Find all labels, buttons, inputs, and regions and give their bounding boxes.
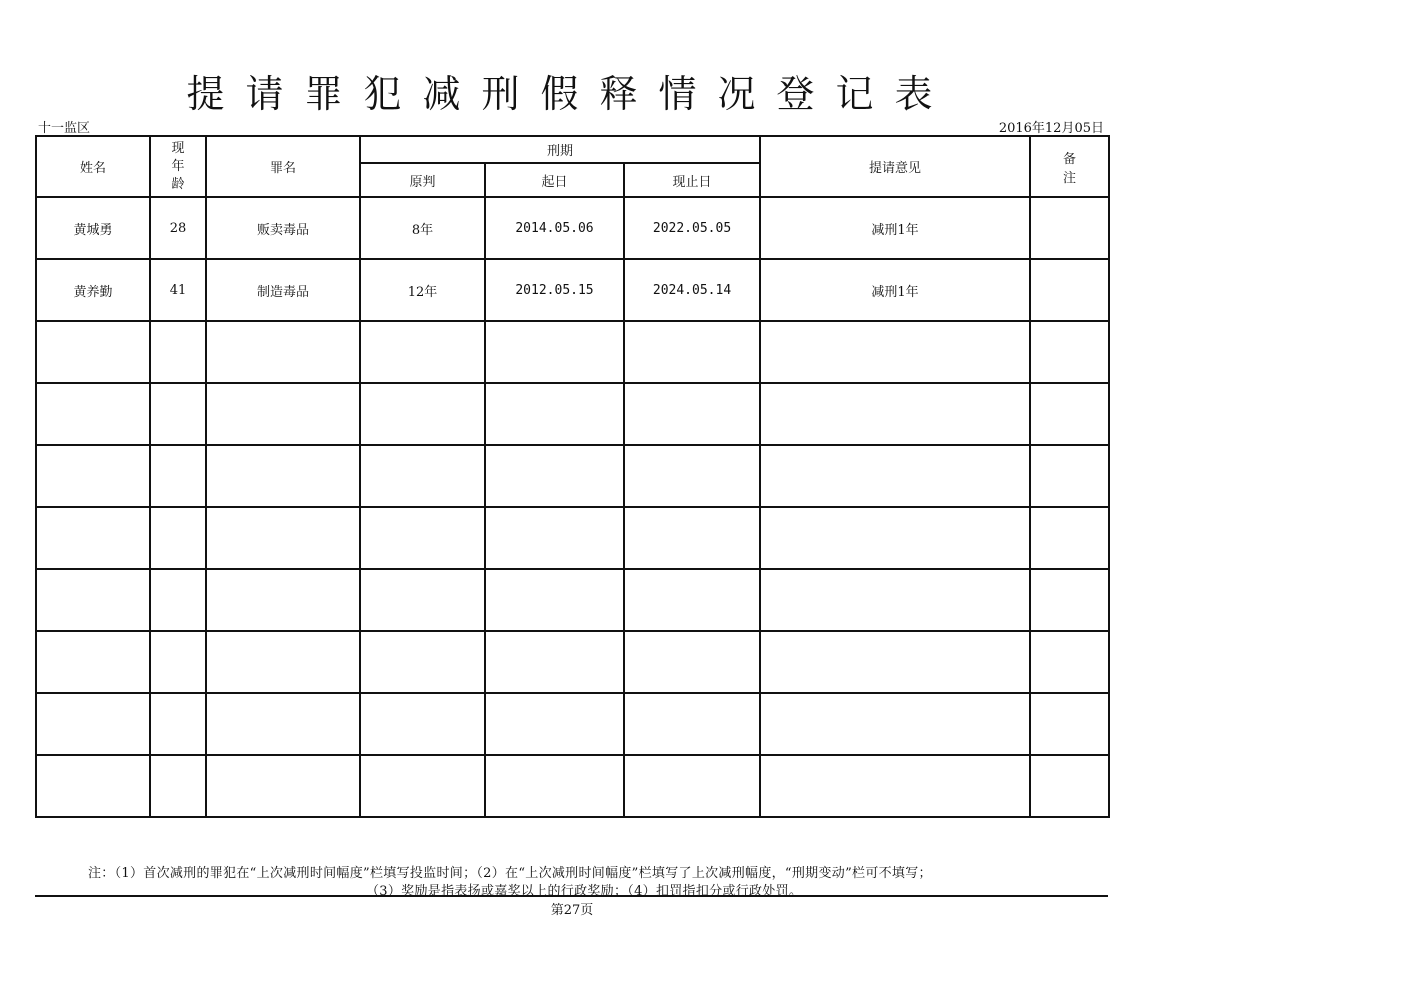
cell-crime bbox=[206, 569, 360, 631]
cell-remark bbox=[1030, 383, 1109, 445]
cell-original-sentence bbox=[360, 569, 485, 631]
cell-remark bbox=[1030, 197, 1109, 259]
cell-current-end-date bbox=[624, 693, 760, 755]
cell-age bbox=[150, 321, 206, 383]
table-body bbox=[36, 197, 1109, 817]
cell-start-date bbox=[485, 631, 624, 693]
cell-start-date bbox=[485, 507, 624, 569]
cell-name bbox=[36, 507, 150, 569]
cell-original-sentence: 12年 bbox=[360, 259, 485, 321]
header-crime: 罪名 bbox=[206, 136, 360, 197]
header-age-char: 年 bbox=[171, 158, 185, 174]
header-opinion: 提请意见 bbox=[760, 136, 1030, 197]
footer-rule bbox=[35, 895, 1108, 897]
cell-current-end-date bbox=[624, 383, 760, 445]
cell-name bbox=[36, 631, 150, 693]
cell-age bbox=[150, 631, 206, 693]
cell-start-date bbox=[485, 321, 624, 383]
cell-crime bbox=[206, 321, 360, 383]
cell-original-sentence bbox=[360, 631, 485, 693]
cell-opinion bbox=[760, 631, 1030, 693]
cell-age bbox=[150, 445, 206, 507]
cell-age bbox=[150, 569, 206, 631]
header-age-char: 龄 bbox=[171, 176, 185, 192]
cell-crime bbox=[206, 507, 360, 569]
document-date: 2016年12月05日 bbox=[998, 121, 1104, 136]
document-title: 提请罪犯减刑假释情况登记表 bbox=[186, 72, 954, 116]
cell-name bbox=[36, 693, 150, 755]
cell-remark bbox=[1030, 693, 1109, 755]
cell-opinion bbox=[760, 755, 1030, 817]
cell-remark bbox=[1030, 631, 1109, 693]
cell-current-end-date bbox=[624, 631, 760, 693]
header-name: 姓名 bbox=[36, 136, 150, 197]
prison-unit-label: 十一监区 bbox=[38, 121, 91, 136]
cell-remark bbox=[1030, 507, 1109, 569]
table-row bbox=[36, 321, 1109, 383]
cell-original-sentence bbox=[360, 693, 485, 755]
cell-name bbox=[36, 383, 150, 445]
cell-name bbox=[36, 445, 150, 507]
cell-name bbox=[36, 569, 150, 631]
table-row bbox=[36, 259, 1109, 321]
cell-crime bbox=[206, 693, 360, 755]
cell-crime: 贩卖毒品 bbox=[206, 197, 360, 259]
cell-opinion bbox=[760, 507, 1030, 569]
cell-crime bbox=[206, 445, 360, 507]
cell-crime bbox=[206, 383, 360, 445]
cell-opinion bbox=[760, 569, 1030, 631]
cell-current-end-date bbox=[624, 569, 760, 631]
table-row bbox=[36, 631, 1109, 693]
header-sentence-group: 刑期 bbox=[360, 136, 760, 163]
header-original-sentence: 原判 bbox=[360, 163, 485, 197]
cell-age bbox=[150, 755, 206, 817]
cell-current-end-date bbox=[624, 755, 760, 817]
register-table bbox=[35, 135, 1110, 818]
cell-original-sentence bbox=[360, 755, 485, 817]
cell-age: 28 bbox=[150, 197, 206, 259]
footnote-line-2: （3）奖励是指表扬或嘉奖以上的行政奖励；（4）扣罚指扣分或行政处罚。 bbox=[366, 884, 803, 899]
cell-name bbox=[36, 321, 150, 383]
cell-current-end-date: 2024.05.14 bbox=[624, 259, 760, 321]
table-row bbox=[36, 755, 1109, 817]
cell-current-end-date bbox=[624, 445, 760, 507]
cell-opinion: 减刑1年 bbox=[760, 197, 1030, 259]
cell-original-sentence bbox=[360, 321, 485, 383]
cell-start-date bbox=[485, 569, 624, 631]
table-header bbox=[36, 136, 1109, 197]
footnote-line-1: 注：（1）首次减刑的罪犯在“上次减刑时间幅度”栏填写投监时间；（2）在“上次减刑时间幅度”栏填写了上次减刑幅度，“刑期变动”栏可不填写； bbox=[88, 866, 932, 881]
cell-name bbox=[36, 755, 150, 817]
cell-current-end-date bbox=[624, 321, 760, 383]
table-row bbox=[36, 383, 1109, 445]
cell-age bbox=[150, 383, 206, 445]
header-start-date: 起日 bbox=[485, 163, 624, 197]
cell-name: 黄养勤 bbox=[36, 259, 150, 321]
cell-original-sentence bbox=[360, 445, 485, 507]
cell-current-end-date bbox=[624, 507, 760, 569]
cell-remark bbox=[1030, 755, 1109, 817]
cell-start-date bbox=[485, 755, 624, 817]
cell-remark bbox=[1030, 445, 1109, 507]
table-row bbox=[36, 507, 1109, 569]
table-row bbox=[36, 693, 1109, 755]
cell-opinion bbox=[760, 383, 1030, 445]
header-age-char: 现 bbox=[171, 140, 185, 156]
cell-original-sentence bbox=[360, 507, 485, 569]
cell-start-date bbox=[485, 445, 624, 507]
cell-crime bbox=[206, 631, 360, 693]
page-number: 第27页 bbox=[550, 903, 594, 918]
table-row bbox=[36, 445, 1109, 507]
cell-crime: 制造毒品 bbox=[206, 259, 360, 321]
table-row bbox=[36, 197, 1109, 259]
cell-opinion bbox=[760, 693, 1030, 755]
cell-start-date bbox=[485, 693, 624, 755]
cell-original-sentence: 8年 bbox=[360, 197, 485, 259]
header-age bbox=[150, 136, 206, 197]
cell-name: 黄城勇 bbox=[36, 197, 150, 259]
cell-age bbox=[150, 507, 206, 569]
cell-current-end-date: 2022.05.05 bbox=[624, 197, 760, 259]
cell-crime bbox=[206, 755, 360, 817]
cell-age: 41 bbox=[150, 259, 206, 321]
header-current-end-date: 现止日 bbox=[624, 163, 760, 197]
cell-start-date: 2012.05.15 bbox=[485, 259, 624, 321]
cell-start-date: 2014.05.06 bbox=[485, 197, 624, 259]
cell-opinion bbox=[760, 321, 1030, 383]
cell-age bbox=[150, 693, 206, 755]
cell-remark bbox=[1030, 569, 1109, 631]
cell-opinion bbox=[760, 445, 1030, 507]
table-row bbox=[36, 569, 1109, 631]
cell-opinion: 减刑1年 bbox=[760, 259, 1030, 321]
cell-remark bbox=[1030, 259, 1109, 321]
header-remark: 备注 bbox=[1030, 136, 1109, 197]
cell-remark bbox=[1030, 321, 1109, 383]
cell-start-date bbox=[485, 383, 624, 445]
cell-original-sentence bbox=[360, 383, 485, 445]
